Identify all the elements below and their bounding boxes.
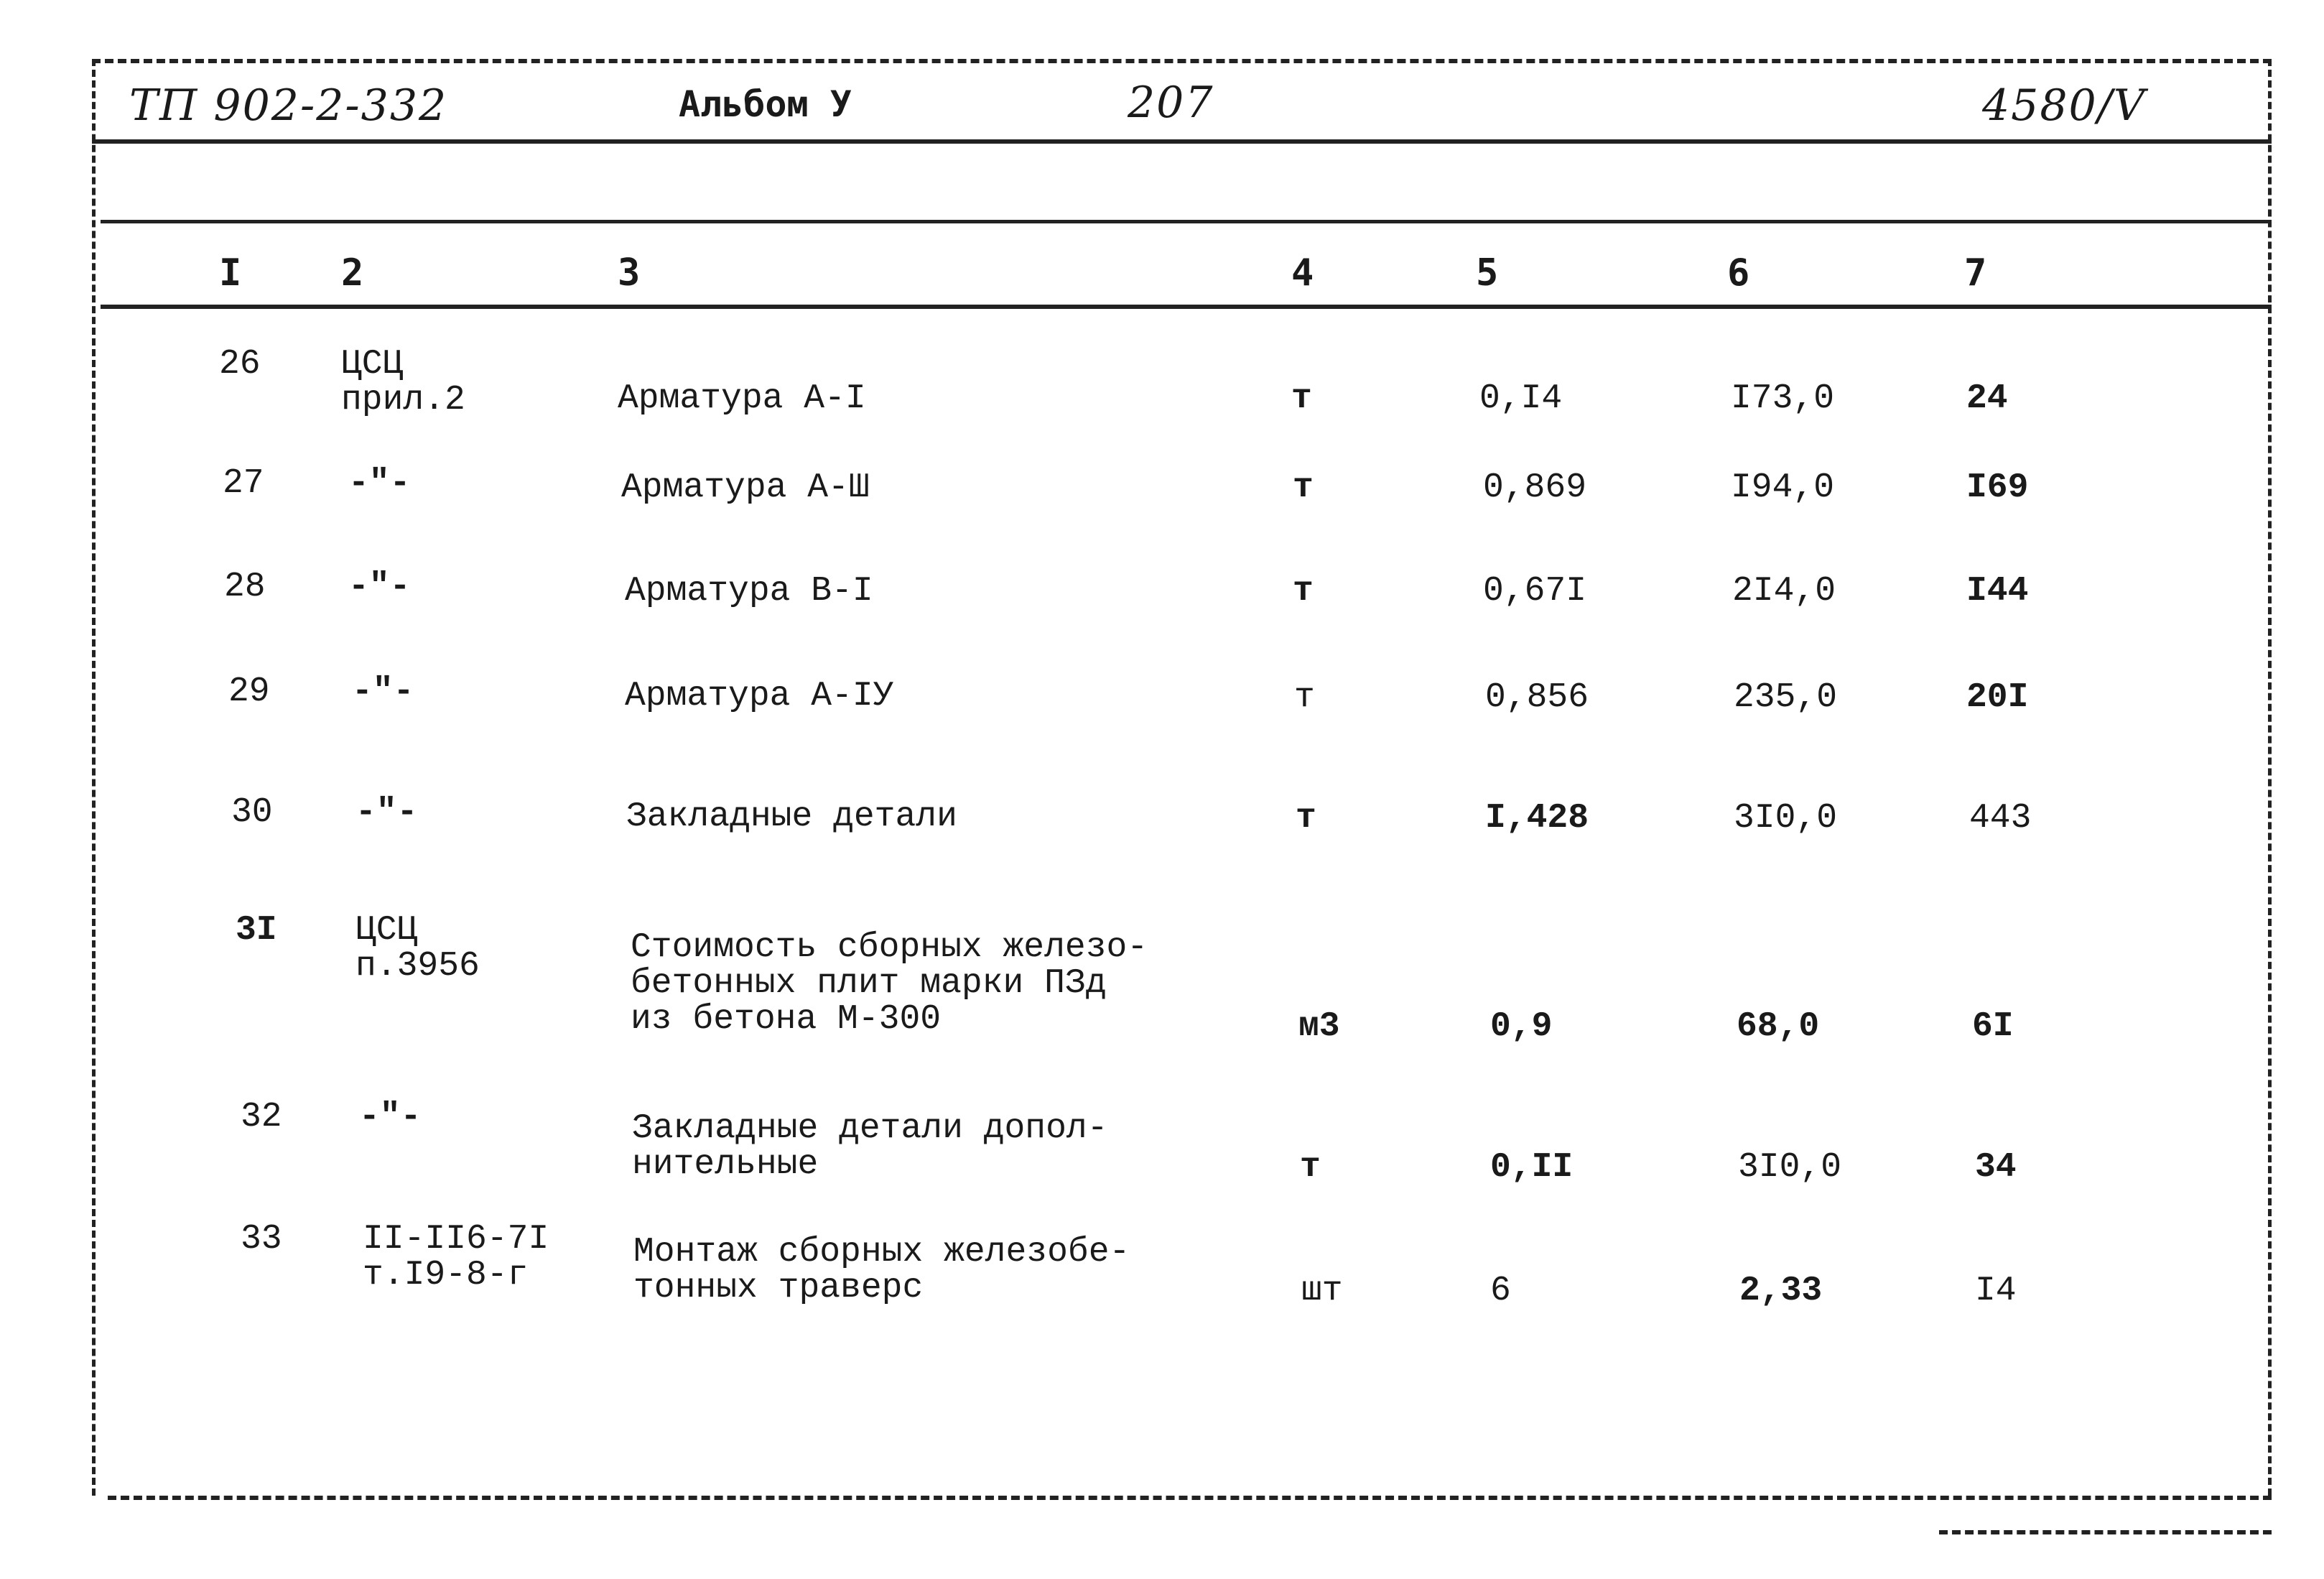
column-number-5: 5 (1476, 251, 1499, 295)
table-row-28-price: 2I4,0 (1732, 572, 1836, 611)
column-number-3: 3 (618, 251, 641, 295)
table-row-26-num: 26 (219, 345, 261, 384)
table-row-28-total: I44 (1966, 572, 2029, 611)
table-row-31-name: Стоимость сборных железо- бетонных плит марки ПЗд из бетона М-300 (631, 928, 1148, 1039)
table-row-28-name: Арматура В-I (625, 572, 873, 611)
document-code: ТП 902-2-332 (129, 80, 448, 131)
table-row-32-total: 34 (1975, 1148, 2017, 1187)
table-row-27-qty: 0,869 (1483, 468, 1587, 507)
table-row-33-unit: шт (1301, 1272, 1343, 1310)
frame-top-border (92, 59, 2272, 63)
table-row-29-qty: 0,856 (1485, 678, 1589, 717)
table-row-33-name: Монтаж сборных железобе- тонных траверс (633, 1233, 1130, 1307)
table-row-27-basis: -"- (348, 464, 411, 503)
table-row-32-num: 32 (241, 1098, 282, 1136)
table-row-33-price: 2,33 (1739, 1272, 1823, 1310)
table-row-33-total: I4 (1975, 1272, 2017, 1310)
frame-bottom-tail (1939, 1530, 2272, 1534)
blank-row-separator (101, 220, 2272, 223)
column-header-separator (101, 305, 2272, 309)
column-number-2: 2 (341, 251, 364, 295)
table-row-29-price: 235,0 (1734, 678, 1838, 717)
table-row-31-total: 6I (1972, 1007, 2014, 1046)
table-row-26-basis: ЦСЦ прил.2 (341, 345, 465, 420)
table-row-31-num: 3I (236, 911, 277, 950)
table-row-30-unit: т (1296, 799, 1316, 838)
table-row-28-qty: 0,67I (1483, 572, 1587, 611)
table-row-31-price: 68,0 (1737, 1007, 1820, 1046)
table-row-31-qty: 0,9 (1490, 1007, 1553, 1046)
table-row-27-total: I69 (1966, 468, 2029, 507)
table-row-30-qty: I,428 (1485, 799, 1589, 838)
table-row-26-total: 24 (1966, 379, 2008, 418)
table-row-32-qty: 0,II (1490, 1148, 1574, 1187)
table-row-30-total: 443 (1969, 799, 2032, 838)
table-row-32-unit: т (1300, 1148, 1321, 1187)
table-row-30-num: 30 (231, 793, 273, 832)
frame-left-border (92, 59, 96, 1496)
table-row-29-name: Арматура А-IУ (625, 677, 894, 716)
table-row-32-name: Закладные детали допол- нительные (632, 1109, 1108, 1184)
table-row-29-total: 20I (1966, 678, 2029, 717)
column-number-1: I (219, 251, 242, 295)
table-row-29-basis: -"- (352, 672, 414, 711)
page-number: 207 (1128, 78, 1214, 128)
table-row-33-qty: 6 (1490, 1272, 1511, 1310)
column-number-7: 7 (1964, 251, 1987, 295)
table-row-31-basis: ЦСЦ п.3956 (355, 911, 480, 986)
table-row-26-qty: 0,I4 (1479, 379, 1563, 418)
column-number-6: 6 (1727, 251, 1750, 295)
table-row-30-name: Закладные детали (626, 797, 957, 836)
album-label: Альбом У (679, 83, 852, 125)
table-row-32-basis: -"- (359, 1098, 422, 1136)
table-row-30-price: 3I0,0 (1734, 799, 1838, 838)
table-row-33-num: 33 (241, 1220, 282, 1259)
table-row-31-unit: м3 (1298, 1007, 1340, 1046)
header-separator (92, 139, 2272, 144)
table-row-26-unit: т (1291, 379, 1312, 418)
inventory-number: 4580/V (1982, 80, 2147, 131)
table-row-27-price: I94,0 (1731, 468, 1835, 507)
table-row-30-basis: -"- (355, 793, 418, 832)
table-row-28-basis: -"- (348, 568, 411, 606)
table-row-28-num: 28 (224, 568, 266, 606)
table-row-27-num: 27 (223, 464, 264, 503)
table-row-32-price: 3I0,0 (1738, 1148, 1842, 1187)
table-row-29-unit: т (1294, 678, 1315, 717)
column-number-4: 4 (1291, 251, 1314, 295)
table-row-26-price: I73,0 (1731, 379, 1835, 418)
frame-bottom-border (108, 1496, 2272, 1500)
table-row-27-name: Арматура А-Ш (621, 468, 870, 507)
table-row-26-name: Арматура А-I (618, 379, 866, 418)
table-row-28-unit: т (1293, 572, 1314, 611)
table-row-33-basis: II-II6-7I т.I9-8-г (363, 1220, 549, 1295)
frame-right-border (2268, 59, 2272, 1496)
table-row-27-unit: т (1293, 468, 1314, 507)
table-row-29-num: 29 (228, 672, 270, 711)
